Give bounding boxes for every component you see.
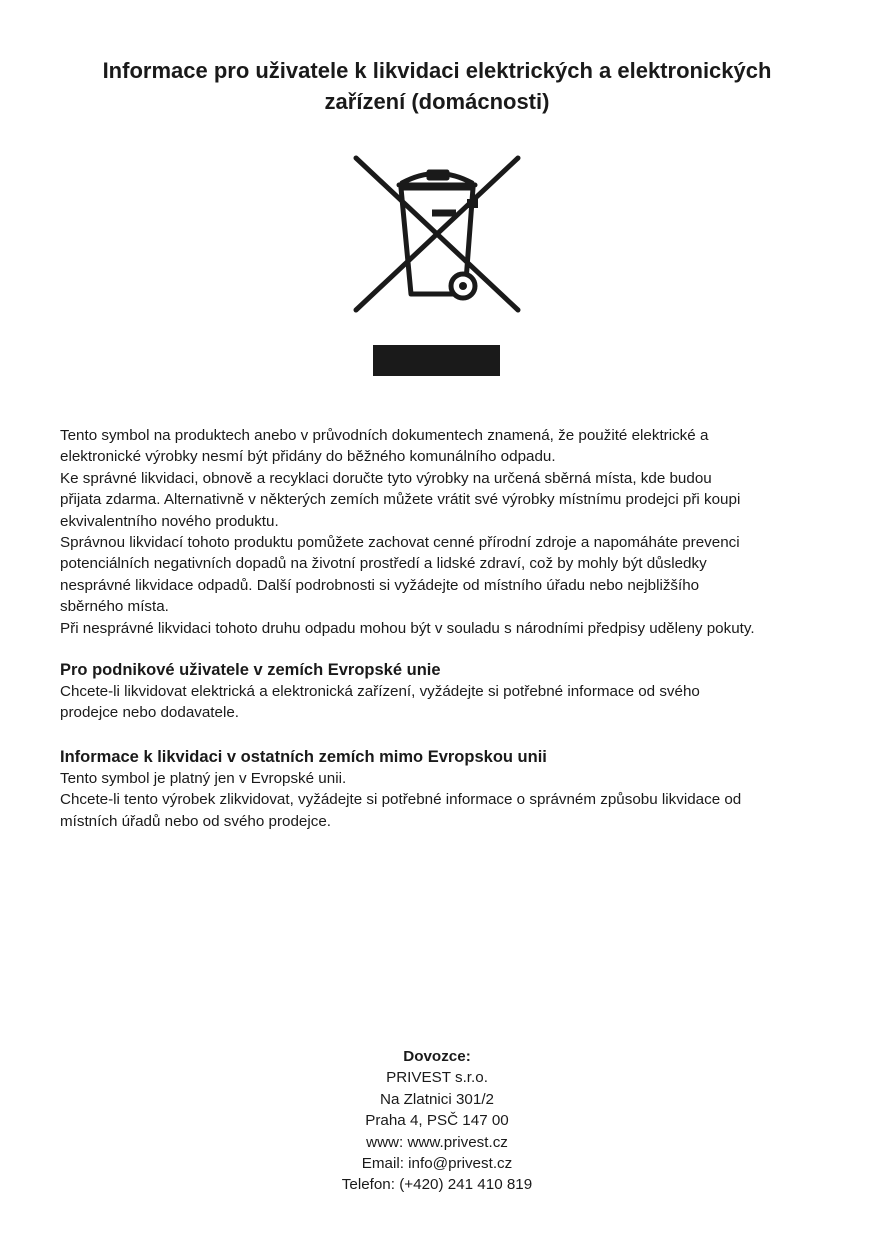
intro-line: nesprávné likvidace odpadů. Další podrobnosti si vyžádejte od místního úřadu nebo nejbližšího (60, 576, 700, 594)
importer-company: PRIVEST s.r.o. (386, 1069, 488, 1087)
page-title (40, 55, 834, 117)
importer-street: Na Zlatnici 301/2 (380, 1090, 494, 1108)
outside-eu-line: Chcete-li tento výrobek zlikvidovat, vyžádejte si potřebné informace o správném způsobu likvidace od (60, 791, 742, 809)
crossed-out-wheelie-bin-icon (352, 154, 522, 314)
intro-line: potenciálních negativních dopadů na životní prostředí a lidské zdraví, což by mohly být důsledky (60, 555, 707, 573)
symbol-underline-bar (373, 345, 500, 376)
title-line-1: Informace pro uživatele k likvidaci elektrických a elektronických (102, 58, 772, 83)
intro-line: sběrného místa. (60, 598, 169, 616)
intro-section (60, 425, 830, 639)
business-line: prodejce nebo dodavatele. (60, 704, 240, 722)
business-section (60, 659, 830, 724)
title-line-2: zařízení (domácnosti) (324, 89, 550, 114)
intro-line: Tento symbol na produktech anebo v průvodních dokumentech znamená, že použité elektrické a (60, 427, 709, 444)
intro-line: přijata zdarma. Alternativně v některých zemích můžete vrátit své výrobky místnímu prodejci při koupi (60, 491, 741, 509)
importer-city: Praha 4, PSČ 147 00 (365, 1112, 509, 1130)
outside-eu-section (60, 746, 830, 832)
intro-line: elektronické výrobky nesmí být přidány do běžného komunálního odpadu. (60, 448, 556, 466)
intro-line: Při nesprávné likvidaci tohoto druhu odpadu mohou být v souladu s národními předpisy uděleny pokuty. (60, 619, 755, 637)
importer-email: Email: info@privest.cz (361, 1155, 513, 1173)
intro-line: Správnou likvidací tohoto produktu pomůžete zachovat cenné přírodní zdroje a napomáháte prevenci (60, 534, 740, 552)
main-content (60, 425, 830, 832)
importer-label: Dovozce: (403, 1048, 471, 1065)
outside-eu-line: Tento symbol je platný jen v Evropské unii. (60, 769, 347, 787)
business-heading: Pro podnikové uživatele v zemích Evropské unie (60, 661, 441, 680)
outside-eu-line: místních úřadů nebo od svého prodejce. (60, 812, 332, 830)
outside-eu-heading: Informace k likvidaci v ostatních zemích mimo Evropskou unii (60, 747, 547, 766)
importer-phone: Telefon: (+420) 241 410 819 (341, 1176, 533, 1194)
intro-line: Ke správné likvidaci, obnově a recyklaci doručte tyto výrobky na určená sběrná místa, kde budou (60, 469, 712, 487)
importer-block (237, 1046, 637, 1196)
business-line: Chcete-li likvidovat elektrická a elektronická zařízení, vyžádejte si potřebné informace od svého (60, 683, 700, 701)
importer-web: www: www.privest.cz (366, 1133, 508, 1151)
intro-line: ekvivalentního nového produktu. (60, 512, 279, 530)
